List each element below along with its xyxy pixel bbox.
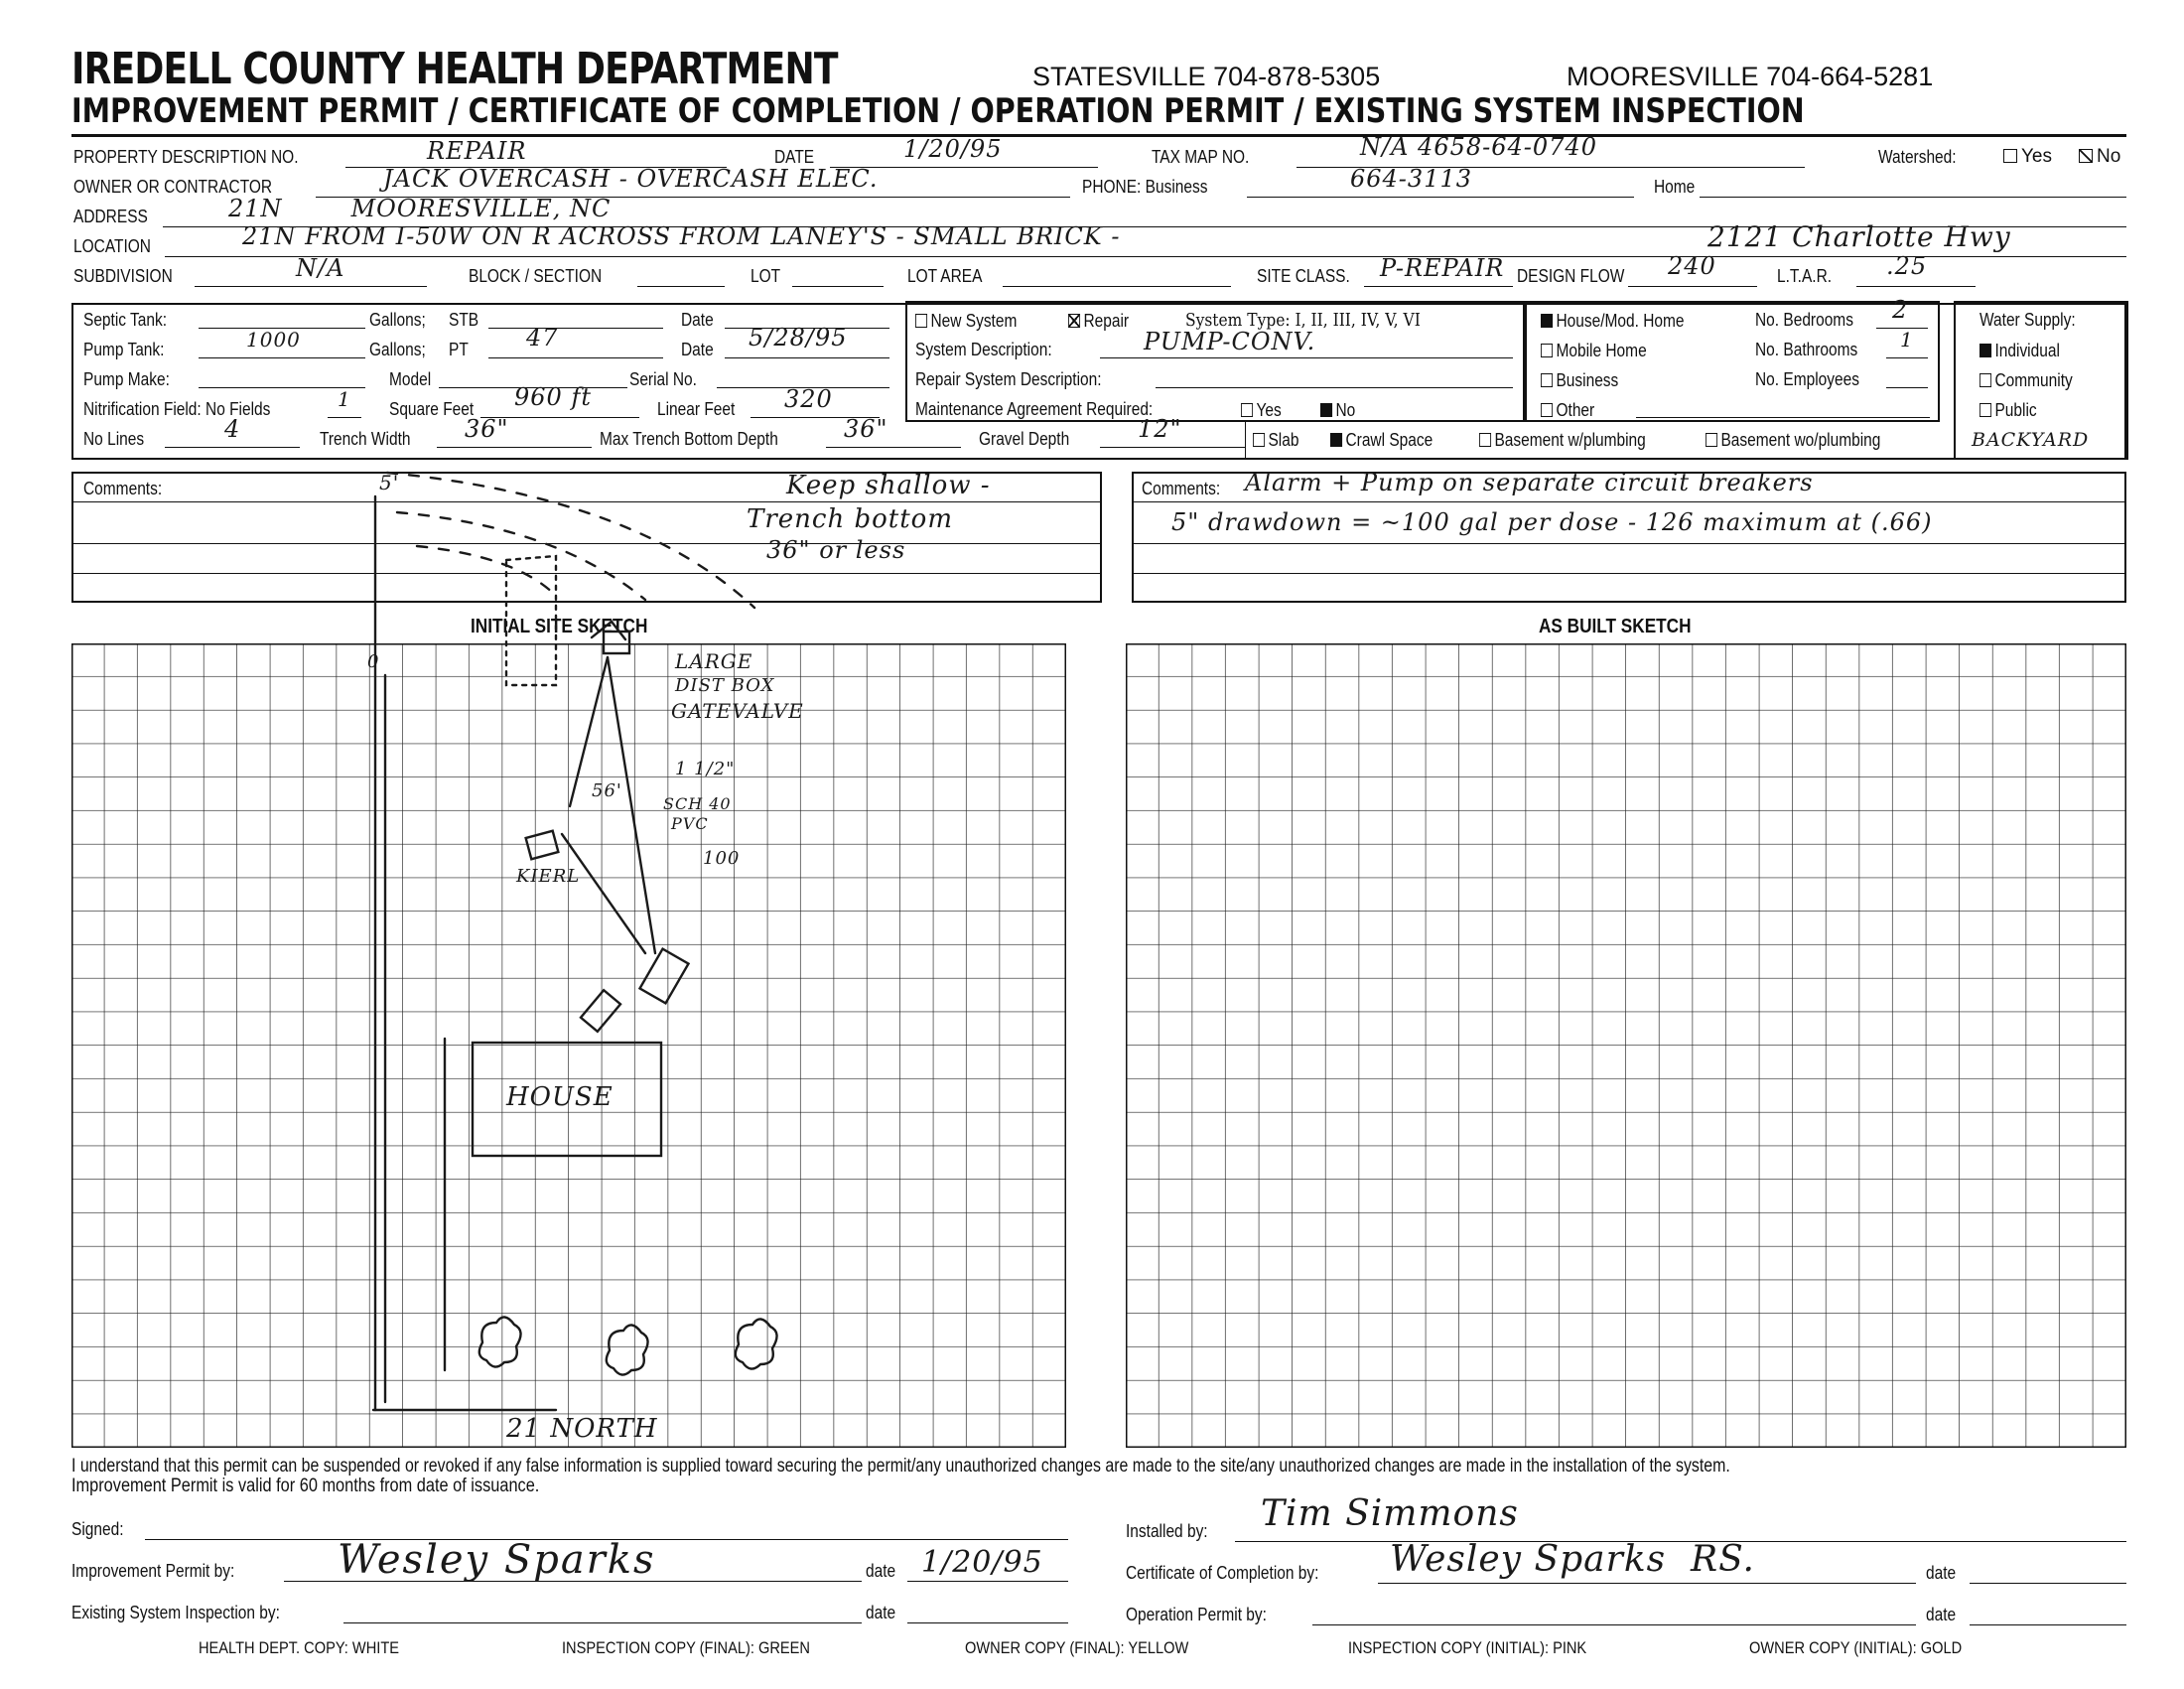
- crawl-space-checkbox[interactable]: Crawl Space: [1330, 429, 1433, 451]
- ltar-label: L.T.A.R.: [1777, 266, 1833, 286]
- sketch-note-large: LARGE: [675, 649, 753, 673]
- location-label: LOCATION: [73, 236, 151, 256]
- copy-inspection-initial: INSPECTION COPY (INITIAL): PINK: [1348, 1638, 1587, 1657]
- improvement-permit-label: Improvement Permit by:: [71, 1561, 235, 1581]
- max-trench-depth-value: 36": [844, 415, 888, 443]
- septic-stb-label: STB: [449, 310, 479, 330]
- comments-right-line1: Alarm + Pump on separate circuit breakers: [1245, 469, 1814, 496]
- property-desc-value: REPAIR: [427, 137, 527, 165]
- lot-label: LOT: [751, 266, 781, 286]
- septic-tank-label: Septic Tank:: [83, 310, 168, 330]
- sketch-note-21-north: 21 NORTH: [506, 1414, 658, 1444]
- repair-checkbox[interactable]: Repair: [1068, 310, 1129, 332]
- owner-label: OWNER OR CONTRACTOR: [73, 177, 273, 197]
- sketch-note-56ft: 56': [592, 780, 622, 801]
- distribution-box: [604, 632, 629, 653]
- gravel-depth-label: Gravel Depth: [979, 429, 1070, 449]
- initial-site-sketch-label: INITIAL SITE SKETCH: [471, 616, 648, 637]
- system-description-value: PUMP-CONV.: [1144, 328, 1316, 355]
- copy-inspection-final: INSPECTION COPY (FINAL): GREEN: [562, 1638, 810, 1657]
- watershed-yes-checkbox[interactable]: Yes: [2003, 146, 2052, 168]
- operation-date-label: date: [1926, 1605, 1957, 1624]
- linear-feet-label: Linear Feet: [657, 399, 736, 419]
- no-lines-label: No Lines: [83, 429, 145, 449]
- serial-label: Serial No.: [629, 369, 697, 389]
- repair-description-label: Repair System Description:: [915, 369, 1102, 389]
- square-feet-label: Square Feet: [389, 399, 475, 419]
- community-checkbox[interactable]: Community: [1979, 369, 2073, 391]
- comments-left-line1: Keep shallow -: [786, 471, 991, 500]
- sketch-note-pipe-size: 1 1/2": [675, 759, 736, 779]
- trench-width-value: 36": [465, 415, 509, 443]
- house-checkbox[interactable]: House/Mod. Home: [1541, 310, 1685, 332]
- pump-date-label: Date: [681, 340, 714, 359]
- slab-checkbox[interactable]: Slab: [1253, 429, 1298, 451]
- copy-owner-initial: OWNER COPY (INITIAL): GOLD: [1749, 1638, 1963, 1657]
- bedrooms-label: No. Bedrooms: [1755, 310, 1853, 330]
- certificate-completion-signature-line[interactable]: [1378, 1583, 1916, 1584]
- sketch-note-kierl: KIERL: [516, 866, 581, 887]
- backyard-note: BACKYARD: [1972, 429, 2090, 451]
- no-lines-value: 4: [224, 415, 241, 443]
- department-title: IREDELL COUNTY HEALTH DEPARTMENT: [71, 44, 838, 94]
- ltar-value: .25: [1886, 252, 1928, 280]
- lot-area-label: LOT AREA: [907, 266, 983, 286]
- square-feet-value: 960 ft: [514, 383, 592, 411]
- address-label: ADDRESS: [73, 207, 148, 226]
- taxmap-value: N/A 4658-64-0740: [1360, 133, 1597, 161]
- site-class-label: SITE CLASS.: [1257, 266, 1350, 286]
- employees-label: No. Employees: [1755, 369, 1859, 389]
- pump-tank-label: Pump Tank:: [83, 340, 165, 359]
- gravel-depth-value: 12": [1138, 415, 1182, 443]
- nitrification-label: Nitrification Field: No Fields: [83, 399, 271, 419]
- sketch-note-5ft: 5': [379, 471, 400, 494]
- sketch-note-dist-box: DIST BOX: [675, 675, 775, 696]
- business-checkbox[interactable]: Business: [1541, 369, 1618, 391]
- improvement-permit-signature: Wesley Sparks: [338, 1537, 656, 1583]
- site-class-value: P-REPAIR: [1380, 254, 1505, 282]
- comments-right-label: Comments:: [1142, 479, 1221, 498]
- location-value-2: 2121 Charlotte Hwy: [1707, 220, 2011, 253]
- bedrooms-value: 2: [1892, 296, 1909, 324]
- bathrooms-label: No. Bathrooms: [1755, 340, 1858, 359]
- sketch-note-zero: 0: [367, 651, 380, 672]
- other-checkbox[interactable]: Other: [1541, 399, 1594, 421]
- pump-tank-box: [526, 831, 559, 859]
- sketch-note-sch40: SCH 40: [663, 794, 732, 813]
- property-desc-label: PROPERTY DESCRIPTION NO.: [73, 147, 299, 167]
- linear-feet-value: 320: [784, 385, 833, 413]
- phone-home-label: Home: [1654, 177, 1696, 197]
- existing-inspection-label: Existing System Inspection by:: [71, 1603, 280, 1622]
- disclaimer-line1: I understand that this permit can be suspended or revoked if any false information is supplied toward securing the permit/any unauthorized changes are made to the site/any unauthorized changes are made in the installation of the system.: [71, 1456, 1730, 1477]
- model-label: Model: [389, 369, 432, 389]
- subdivision-label: SUBDIVISION: [73, 266, 173, 286]
- nitrification-value: 1: [338, 387, 351, 411]
- existing-date-label: date: [866, 1603, 896, 1622]
- pump-gallons-label: Gallons;: [369, 340, 426, 359]
- comments-right-line2: 5" drawdown = ~100 gal per dose - 126 maximum at (.66): [1171, 508, 1933, 536]
- certificate-completion-label: Certificate of Completion by:: [1126, 1563, 1319, 1583]
- maintenance-agreement-label: Maintenance Agreement Required:: [915, 399, 1154, 419]
- maintenance-yes-checkbox[interactable]: Yes: [1241, 399, 1282, 421]
- copy-owner-final: OWNER COPY (FINAL): YELLOW: [965, 1638, 1189, 1657]
- mobile-home-checkbox[interactable]: Mobile Home: [1541, 340, 1647, 361]
- max-trench-depth-label: Max Trench Bottom Depth: [600, 429, 778, 449]
- installed-by-label: Installed by:: [1126, 1521, 1208, 1541]
- septic-tank-box: [640, 949, 689, 1004]
- comments-left-label: Comments:: [83, 479, 163, 498]
- pump-date-value: 5/28/95: [749, 324, 848, 352]
- design-flow-label: DESIGN FLOW: [1517, 266, 1625, 286]
- form-subtitle: IMPROVEMENT PERMIT / CERTIFICATE OF COMPLETION / OPERATION PERMIT / EXISTING SYSTEM INSPECTION: [71, 91, 1805, 131]
- public-checkbox[interactable]: Public: [1979, 399, 2037, 421]
- water-supply-label: Water Supply:: [1979, 310, 2076, 330]
- pt-label: PT: [449, 340, 469, 359]
- bathrooms-value: 1: [1900, 328, 1914, 352]
- basement-without-plumbing-checkbox[interactable]: Basement wo/plumbing: [1706, 429, 1880, 451]
- sketch-note-pvc: PVC: [671, 814, 709, 833]
- certificate-completion-signature: Wesley Sparks RS.: [1390, 1539, 1755, 1580]
- basement-with-plumbing-checkbox[interactable]: Basement w/plumbing: [1479, 429, 1646, 451]
- date-value: 1/20/95: [903, 135, 1003, 163]
- block-section-label: BLOCK / SECTION: [469, 266, 603, 286]
- statesville-phone: STATESVILLE 704-878-5305: [1032, 62, 1381, 91]
- phone-business-value: 664-3113: [1350, 165, 1472, 193]
- new-system-checkbox[interactable]: New System: [915, 310, 1017, 332]
- system-type-label: System Type: I, II, III, IV, V, VI: [1185, 310, 1421, 331]
- improvement-date-value: 1/20/95: [921, 1545, 1043, 1580]
- existing-inspection-signature-line[interactable]: [343, 1622, 862, 1623]
- system-description-label: System Description:: [915, 340, 1052, 359]
- watershed-label: Watershed:: [1878, 147, 1957, 167]
- certificate-date-label: date: [1926, 1563, 1957, 1583]
- signed-label: Signed:: [71, 1519, 124, 1539]
- operation-permit-signature-line[interactable]: [1312, 1624, 1916, 1625]
- maintenance-no-checkbox[interactable]: No: [1320, 399, 1355, 421]
- installed-by-signature: Tim Simmons: [1261, 1493, 1519, 1534]
- improvement-date-label: date: [866, 1561, 896, 1581]
- sketch-note-100: 100: [703, 848, 741, 869]
- trench-width-label: Trench Width: [320, 429, 411, 449]
- comments-left-line3: 36" or less: [766, 536, 906, 564]
- subdivision-value: N/A: [296, 254, 345, 282]
- individual-checkbox[interactable]: Individual: [1979, 340, 2060, 361]
- address-value: 21N MOORESVILLE, NC: [228, 195, 612, 222]
- septic-date-label: Date: [681, 310, 714, 330]
- copy-health-dept: HEALTH DEPT. COPY: WHITE: [199, 1638, 400, 1657]
- pt-value: 47: [526, 324, 559, 352]
- disclaimer-line2: Improvement Permit is valid for 60 months from date of issuance.: [71, 1476, 540, 1496]
- as-built-sketch-label: AS BUILT SKETCH: [1539, 616, 1692, 637]
- septic-gallons-label: Gallons;: [369, 310, 426, 330]
- owner-value: JACK OVERCASH - OVERCASH ELEC.: [383, 165, 879, 193]
- taxmap-label: TAX MAP NO.: [1152, 147, 1250, 167]
- comments-left-line2: Trench bottom: [747, 504, 953, 534]
- pump-tank-value: 1000: [246, 328, 301, 352]
- sketch-arc: [387, 473, 754, 608]
- design-flow-value: 240: [1668, 252, 1716, 280]
- watershed-no-checkbox[interactable]: No: [2079, 146, 2120, 168]
- phone-business-label: PHONE: Business: [1082, 177, 1208, 197]
- mooresville-phone: MOORESVILLE 704-664-5281: [1567, 62, 1934, 91]
- pump-make-label: Pump Make:: [83, 369, 170, 389]
- sketch-note-gatevalve: GATEVALVE: [671, 699, 804, 723]
- operation-permit-label: Operation Permit by:: [1126, 1605, 1267, 1624]
- date-label: DATE: [774, 147, 815, 167]
- location-value: 21N FROM I-50W ON R ACROSS FROM LANEY'S - SMALL BRICK -: [242, 222, 1121, 250]
- sketch-note-house: HOUSE: [506, 1082, 614, 1112]
